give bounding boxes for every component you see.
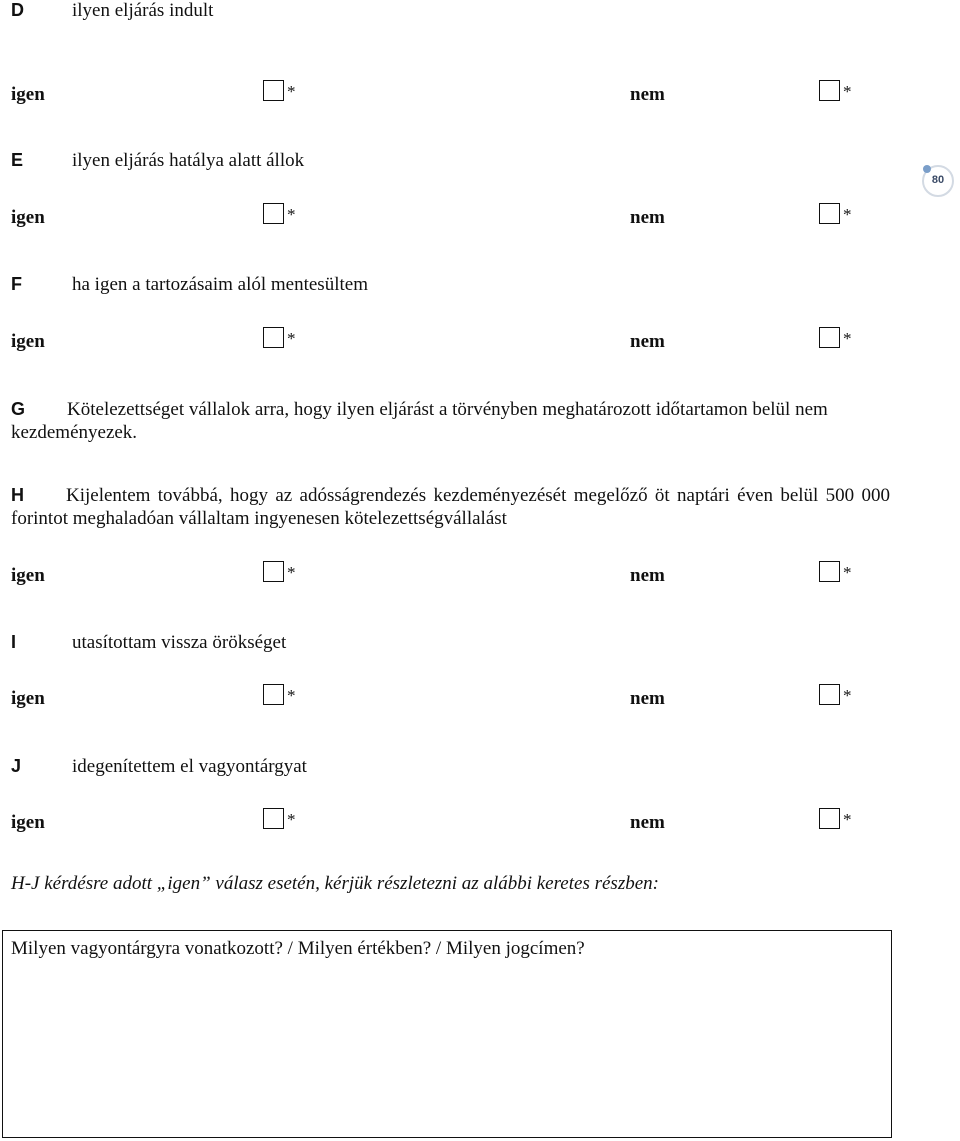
required-marker: * <box>287 205 296 224</box>
question-text-g: Kötelezettséget vállalok arra, hogy ilyen eljárást a törvényben meghatározott időtartamon belül nem kezdeményezek. <box>11 399 828 443</box>
no-label: nem <box>630 565 665 586</box>
question-text-i: utasítottam vissza örökséget <box>72 632 287 653</box>
required-marker: * <box>287 563 296 582</box>
no-checkbox[interactable] <box>819 808 840 829</box>
required-marker: * <box>843 686 852 705</box>
badge-dot-icon <box>923 165 931 173</box>
question-text-f: ha igen a tartozásaim alól mentesültem <box>72 274 368 295</box>
no-checkbox[interactable] <box>819 203 840 224</box>
yes-label: igen <box>11 84 45 105</box>
question-h <box>11 484 890 530</box>
details-prompt: Milyen vagyontárgyra vonatkozott? / Milyen értékben? / Milyen jogcímen? <box>11 938 585 959</box>
required-marker: * <box>843 205 852 224</box>
no-checkbox[interactable] <box>819 327 840 348</box>
no-label: nem <box>630 812 665 833</box>
question-text-d: ilyen eljárás indult <box>72 0 214 21</box>
answer-row-f <box>0 327 960 357</box>
answer-row-i <box>0 684 960 714</box>
question-letter-j: J <box>11 756 22 776</box>
yes-label: igen <box>11 688 45 709</box>
required-marker: * <box>287 329 296 348</box>
details-instruction: H-J kérdésre adott „igen” válasz esetén, kérjük részletezni az alábbi keretes részben: <box>11 873 659 894</box>
answer-row-d <box>0 80 960 110</box>
answer-row-j <box>0 808 960 838</box>
no-checkbox[interactable] <box>819 80 840 101</box>
question-letter-f: F <box>11 274 22 294</box>
page-number-badge <box>922 165 954 197</box>
no-checkbox[interactable] <box>819 684 840 705</box>
yes-checkbox[interactable] <box>263 80 284 101</box>
required-marker: * <box>287 82 296 101</box>
required-marker: * <box>287 686 296 705</box>
answer-row-e <box>0 203 960 233</box>
yes-checkbox[interactable] <box>263 561 284 582</box>
question-letter-e: E <box>11 150 24 170</box>
yes-checkbox[interactable] <box>263 808 284 829</box>
yes-checkbox[interactable] <box>263 684 284 705</box>
no-label: nem <box>630 207 665 228</box>
no-label: nem <box>630 331 665 352</box>
required-marker: * <box>843 82 852 101</box>
yes-label: igen <box>11 565 45 586</box>
required-marker: * <box>843 329 852 348</box>
yes-checkbox[interactable] <box>263 203 284 224</box>
answer-row-h <box>0 561 960 591</box>
question-text-e: ilyen eljárás hatálya alatt állok <box>72 150 305 171</box>
required-marker: * <box>287 810 296 829</box>
question-letter-i: I <box>11 632 17 652</box>
required-marker: * <box>843 563 852 582</box>
no-label: nem <box>630 84 665 105</box>
details-textarea[interactable] <box>2 930 892 1138</box>
question-text-j: idegenítettem el vagyontárgyat <box>72 756 307 777</box>
yes-label: igen <box>11 331 45 352</box>
question-letter-d: D <box>11 0 24 20</box>
question-text-h: Kijelentem továbbá, hogy az adósságrendezés kezdeményezését megelőző öt naptári éven belül 500 000 forintot meghaladóan vállaltam ingyenesen kötelezettségvállalást <box>11 485 890 529</box>
required-marker: * <box>843 810 852 829</box>
no-label: nem <box>630 688 665 709</box>
no-checkbox[interactable] <box>819 561 840 582</box>
page-number: 80 <box>931 174 945 186</box>
question-letter-h: H <box>11 485 24 505</box>
question-g <box>11 398 890 444</box>
yes-label: igen <box>11 812 45 833</box>
yes-label: igen <box>11 207 45 228</box>
yes-checkbox[interactable] <box>263 327 284 348</box>
question-letter-g: G <box>11 399 26 419</box>
